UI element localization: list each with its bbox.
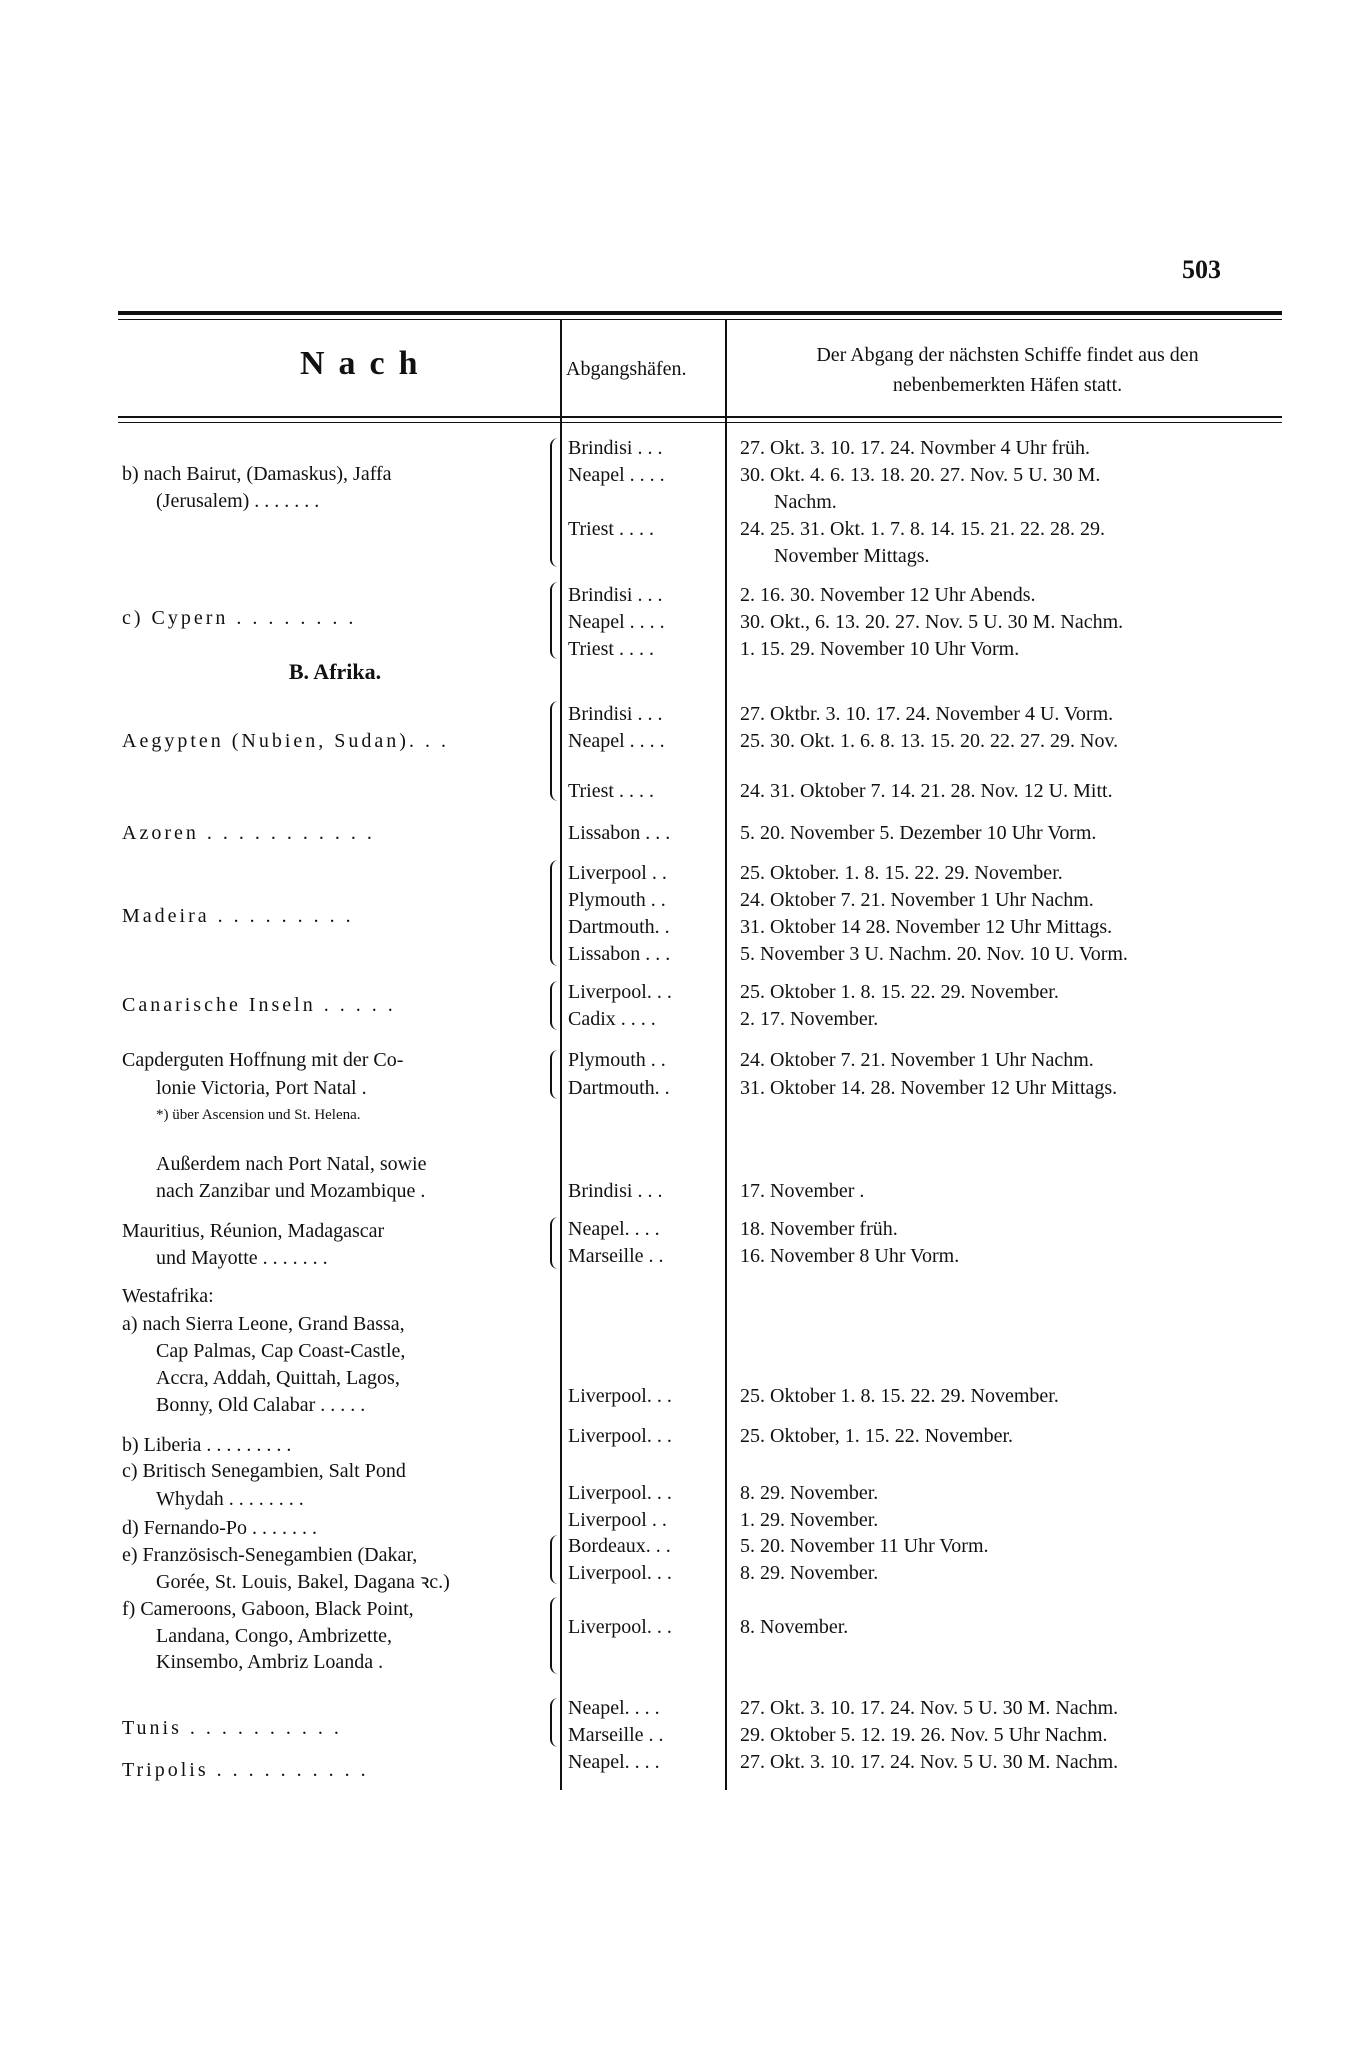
departure-dates: 27. Oktbr. 3. 10. 17. 24. November 4 U. Vorm. <box>740 702 1114 725</box>
column-divider-2 <box>725 320 727 1790</box>
departure-port: Neapel. . . . <box>568 1696 660 1719</box>
departure-port: Neapel . . . . <box>568 611 665 634</box>
departure-port: Dartmouth. . <box>568 916 670 939</box>
destination-line: Azoren . . . . . . . . . . . <box>122 822 375 845</box>
destination-line: b) Liberia . . . . . . . . . <box>122 1434 292 1457</box>
departure-dates: 8. 29. November. <box>740 1561 879 1584</box>
destination-line: Madeira . . . . . . . . . <box>122 904 354 927</box>
destination-line: (Jerusalem) . . . . . . . <box>156 490 320 513</box>
destination-line: Tripolis . . . . . . . . . . <box>122 1758 369 1781</box>
brace <box>550 582 560 659</box>
departure-port: Bordeaux. . . <box>568 1534 671 1557</box>
destination-line: Mauritius, Réunion, Madagascar <box>122 1220 385 1243</box>
departure-port: Liverpool. . . <box>568 1561 672 1584</box>
destination-line: b) nach Bairut, (Damaskus), Jaffa <box>122 462 392 485</box>
brace <box>550 981 560 1030</box>
departure-port: Liverpool . . <box>568 862 667 885</box>
departure-port: Brindisi . . . <box>568 437 663 460</box>
top-rule-thin <box>118 319 1282 320</box>
departure-port: Triest . . . . <box>568 518 654 541</box>
departure-dates: 27. Okt. 3. 10. 17. 24. Nov. 5 U. 30 M. Nachm. <box>740 1750 1119 1773</box>
header-ports: Abgangshäfen. <box>566 358 687 380</box>
section-heading: B. Afrika. <box>288 659 382 685</box>
destination-line: Tunis . . . . . . . . . . <box>122 1717 342 1740</box>
departure-port: Liverpool. . . <box>568 980 672 1003</box>
departure-dates: 30. Okt. 4. 6. 13. 18. 20. 27. Nov. 5 U. 30 M. <box>740 464 1101 487</box>
departure-dates: 5. 20. November 5. Dezember 10 Uhr Vorm. <box>740 822 1097 845</box>
header-destination: Nach <box>300 345 432 382</box>
departure-dates: 25. Oktober. 1. 8. 15. 22. 29. November. <box>740 862 1063 885</box>
brace <box>550 1535 560 1584</box>
departure-dates: 2. 17. November. <box>740 1007 879 1030</box>
departure-dates: 8. 29. November. <box>740 1481 879 1504</box>
departure-port: Triest . . . . <box>568 638 654 661</box>
brace <box>550 1217 560 1269</box>
departure-dates: 27. Okt. 3. 10. 17. 24. Novmber 4 Uhr früh. <box>740 437 1090 460</box>
departure-port: Liverpool. . . <box>568 1481 672 1504</box>
departure-port: Brindisi . . . <box>568 702 663 725</box>
destination-line: und Mayotte . . . . . . . <box>156 1247 328 1270</box>
brace <box>550 860 560 966</box>
departure-port: Cadix . . . . <box>568 1007 656 1030</box>
top-rule <box>118 311 1282 315</box>
brace <box>550 701 560 801</box>
departure-dates: 31. Oktober 14 28. November 12 Uhr Mittags. <box>740 916 1113 939</box>
departure-port: Marseille . . <box>568 1723 664 1746</box>
departure-port: Brindisi . . . <box>568 584 663 607</box>
departure-port: Marseille . . <box>568 1244 664 1267</box>
header-dates <box>735 340 1280 400</box>
departure-dates: Nachm. <box>774 491 837 514</box>
destination-line: Kinsembo, Ambriz Loanda . <box>156 1650 384 1673</box>
departure-dates: 16. November 8 Uhr Vorm. <box>740 1244 960 1267</box>
departure-dates: 17. November . <box>740 1180 865 1203</box>
destination-line: Gorée, St. Louis, Bakel, Dagana ꝛc.) <box>156 1570 450 1593</box>
destination-line: *) über Ascension und St. Helena. <box>156 1107 361 1124</box>
brace <box>550 438 560 567</box>
destination-line: Whydah . . . . . . . . <box>156 1488 304 1511</box>
destination-line: nach Zanzibar und Mozambique . <box>156 1180 426 1203</box>
departure-port: Lissabon . . . <box>568 943 671 966</box>
departure-port: Brindisi . . . <box>568 1180 663 1203</box>
departure-port: Liverpool . . <box>568 1508 667 1531</box>
departure-dates: 31. Oktober 14. 28. November 12 Uhr Mittags. <box>740 1077 1118 1100</box>
departure-dates: 5. November 3 U. Nachm. 20. Nov. 10 U. Vorm. <box>740 943 1128 966</box>
departure-dates: 25. Oktober, 1. 15. 22. November. <box>740 1425 1014 1448</box>
departure-port: Dartmouth. . <box>568 1077 670 1100</box>
destination-line: e) Französisch-Senegambien (Dakar, <box>122 1543 418 1566</box>
destination-line: lonie Victoria, Port Natal . <box>156 1077 367 1100</box>
departure-dates: 1. 29. November. <box>740 1508 879 1531</box>
destination-line: c) Cypern . . . . . . . . <box>122 607 357 630</box>
destination-line: Landana, Congo, Ambrizette, <box>156 1624 393 1647</box>
destination-line: a) nach Sierra Leone, Grand Bassa, <box>122 1313 405 1336</box>
departure-dates: 8. November. <box>740 1615 849 1638</box>
header-rule-thin <box>118 422 1282 423</box>
departure-port: Liverpool. . . <box>568 1615 672 1638</box>
departure-port: Neapel . . . . <box>568 464 665 487</box>
departure-dates: November Mittags. <box>774 545 930 568</box>
destination-line: f) Cameroons, Gaboon, Black Point, <box>122 1597 414 1620</box>
departure-dates: 5. 20. November 11 Uhr Vorm. <box>740 1534 989 1557</box>
destination-line: c) Britisch Senegambien, Salt Pond <box>122 1459 406 1482</box>
departure-dates: 25. 30. Okt. 1. 6. 8. 13. 15. 20. 22. 27. 29. Nov. <box>740 729 1119 752</box>
destination-line: d) Fernando-Po . . . . . . . <box>122 1516 317 1539</box>
departure-dates: 25. Oktober 1. 8. 15. 22. 29. November. <box>740 980 1059 1003</box>
destination-line: Außerdem nach Port Natal, sowie <box>156 1153 427 1176</box>
departure-dates: 1. 15. 29. November 10 Uhr Vorm. <box>740 638 1020 661</box>
departure-port: Neapel . . . . <box>568 729 665 752</box>
brace <box>550 1698 560 1747</box>
departure-dates: 24. 31. Oktober 7. 14. 21. 28. Nov. 12 U. Mitt. <box>740 779 1113 802</box>
departure-port: Liverpool. . . <box>568 1425 672 1448</box>
destination-line: Westafrika: <box>122 1284 214 1307</box>
departure-port: Neapel. . . . <box>568 1750 660 1773</box>
departure-dates: 25. Oktober 1. 8. 15. 22. 29. November. <box>740 1385 1059 1408</box>
header-rule <box>118 416 1282 418</box>
departure-port: Plymouth . . <box>568 889 666 912</box>
header-dates-line2: nebenbemerkten Häfen statt. <box>892 374 1123 396</box>
header-dates-line1: Der Abgang der nächsten Schiffe findet aus den <box>816 344 1199 366</box>
departure-dates: 24. 25. 31. Okt. 1. 7. 8. 14. 15. 21. 22. 28. 29. <box>740 518 1105 541</box>
departure-dates: 18. November früh. <box>740 1217 898 1240</box>
departure-dates: 24. Oktober 7. 21. November 1 Uhr Nachm. <box>740 889 1094 912</box>
departure-dates: 24. Oktober 7. 21. November 1 Uhr Nachm. <box>740 1049 1094 1072</box>
departure-port: Triest . . . . <box>568 779 654 802</box>
departure-dates: 29. Oktober 5. 12. 19. 26. Nov. 5 Uhr Nachm. <box>740 1723 1108 1746</box>
destination-line: Cap Palmas, Cap Coast-Castle, <box>156 1340 406 1363</box>
destination-line: Capderguten Hoffnung mit der Co- <box>122 1049 404 1072</box>
destination-line: Canarische Inseln . . . . . <box>122 993 396 1016</box>
departure-dates: 30. Okt., 6. 13. 20. 27. Nov. 5 U. 30 M. Nachm. <box>740 611 1124 634</box>
departure-port: Lissabon . . . <box>568 822 671 845</box>
departure-port: Neapel. . . . <box>568 1217 660 1240</box>
destination-line: Bonny, Old Calabar . . . . . <box>156 1394 366 1417</box>
departure-port: Liverpool. . . <box>568 1385 672 1408</box>
brace <box>550 1597 560 1674</box>
departure-port: Plymouth . . <box>568 1049 666 1072</box>
page-number: 503 <box>1182 255 1221 284</box>
destination-line: Aegypten (Nubien, Sudan). . . <box>122 729 449 752</box>
departure-dates: 27. Okt. 3. 10. 17. 24. Nov. 5 U. 30 M. Nachm. <box>740 1696 1119 1719</box>
brace <box>550 1050 560 1099</box>
destination-line: Accra, Addah, Quittah, Lagos, <box>156 1367 400 1390</box>
departure-dates: 2. 16. 30. November 12 Uhr Abends. <box>740 584 1036 607</box>
